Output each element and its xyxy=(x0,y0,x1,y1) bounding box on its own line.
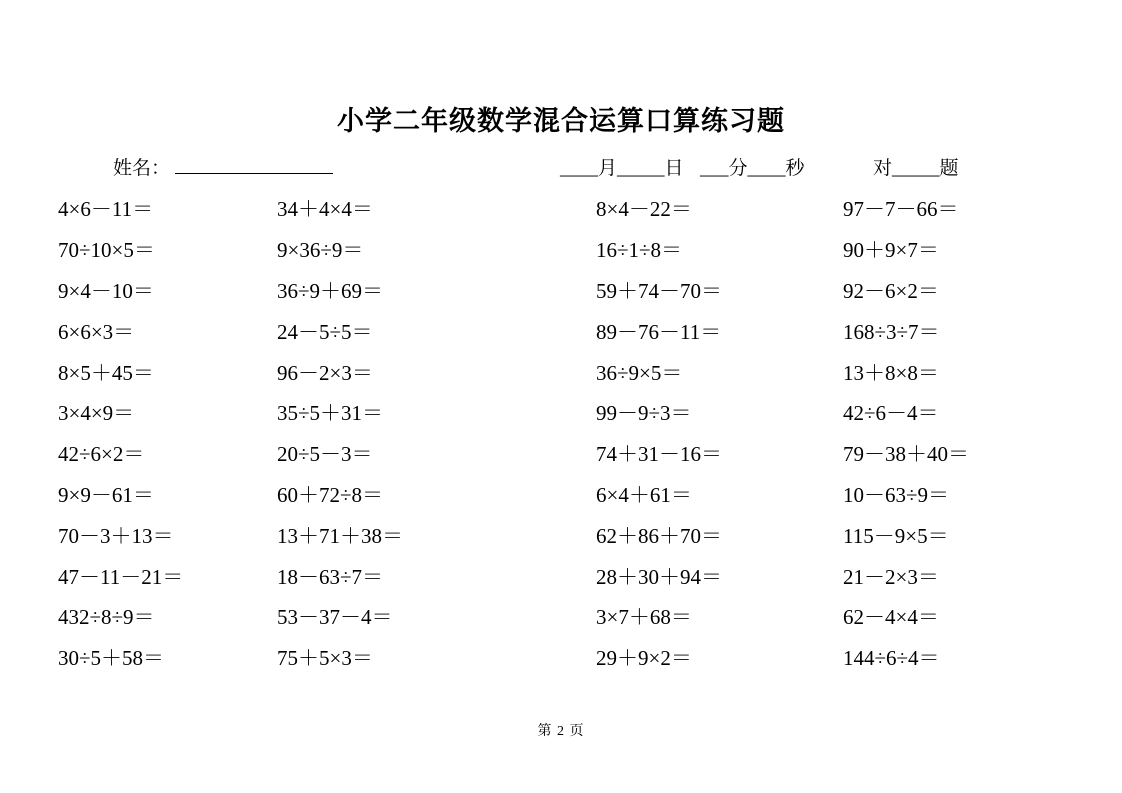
problem-cell: 36÷9×5＝ xyxy=(596,360,683,385)
problem-cell: 70÷10×5＝ xyxy=(58,238,155,263)
problem-cell: 47－11－21＝ xyxy=(58,564,184,589)
name-label: 姓名： xyxy=(113,158,171,179)
problem-cell: 36÷9＋69＝ xyxy=(277,278,384,303)
problem-cell: 144÷6÷4＝ xyxy=(843,646,940,671)
problem-cell: 35÷5＋31＝ xyxy=(277,401,384,426)
problem-cell: 3×4×9＝ xyxy=(58,401,135,426)
problem-cell: 62＋86＋70＝ xyxy=(596,523,722,548)
problem-cell: 21－2×3＝ xyxy=(843,564,939,589)
problem-cell: 90＋9×7＝ xyxy=(843,238,939,263)
problem-cell: 4×6－11＝ xyxy=(58,197,154,222)
problem-cell: 74＋31－16＝ xyxy=(596,442,722,467)
problem-cell: 42÷6－4＝ xyxy=(843,401,939,426)
problem-cell: 34＋4×4＝ xyxy=(277,197,373,222)
time-blank: ___分____秒 xyxy=(700,158,805,179)
page-number: 第 2 页 xyxy=(537,724,585,739)
problem-cell: 70－3＋13＝ xyxy=(58,523,174,548)
problem-cell: 97－7－66＝ xyxy=(843,197,959,222)
problem-cell: 9×4－10＝ xyxy=(58,278,154,303)
problem-cell: 115－9×5＝ xyxy=(843,523,949,548)
problem-cell: 6×4＋61＝ xyxy=(596,482,692,507)
problem-cell: 24－5÷5＝ xyxy=(277,319,373,344)
problem-cell: 13＋8×8＝ xyxy=(843,360,939,385)
problem-cell: 3×7＋68＝ xyxy=(596,605,692,630)
problem-cell: 6×6×3＝ xyxy=(58,319,135,344)
problem-cell: 30÷5＋58＝ xyxy=(58,646,165,671)
problem-cell: 10－63÷9＝ xyxy=(843,482,950,507)
problem-cell: 79－38＋40＝ xyxy=(843,442,969,467)
problem-cell: 432÷8÷9＝ xyxy=(58,605,155,630)
problem-cell: 8×4－22＝ xyxy=(596,197,692,222)
problem-cell: 16÷1÷8＝ xyxy=(596,238,683,263)
problem-column xyxy=(58,188,183,678)
problem-column xyxy=(843,188,969,678)
problem-cell: 9×9－61＝ xyxy=(58,482,154,507)
problem-cell: 75＋5×3＝ xyxy=(277,646,373,671)
problem-cell: 92－6×2＝ xyxy=(843,278,939,303)
problem-cell: 53－37－4＝ xyxy=(277,605,393,630)
name-field xyxy=(113,153,333,180)
date-blank: ____月_____日 xyxy=(560,158,684,179)
problem-cell: 20÷5－3＝ xyxy=(277,442,373,467)
header-line xyxy=(0,153,1122,183)
page-title: 小学二年级数学混合运算口算练习题 xyxy=(337,106,785,136)
problem-cell: 89－76－11＝ xyxy=(596,319,722,344)
score-blank: 对_____题 xyxy=(873,158,959,179)
problem-cell: 96－2×3＝ xyxy=(277,360,373,385)
problem-cell: 59＋74－70＝ xyxy=(596,278,722,303)
name-underline xyxy=(175,156,333,174)
problem-cell: 13＋71＋38＝ xyxy=(277,523,403,548)
problem-column xyxy=(596,188,722,678)
problem-cell: 29＋9×2＝ xyxy=(596,646,692,671)
problem-cell: 42÷6×2＝ xyxy=(58,442,145,467)
problem-cell: 99－9÷3＝ xyxy=(596,401,692,426)
problem-cell: 60＋72÷8＝ xyxy=(277,482,384,507)
problem-cell: 18－63÷7＝ xyxy=(277,564,384,589)
problem-cell: 62－4×4＝ xyxy=(843,605,939,630)
problem-column xyxy=(277,188,403,678)
problem-cell: 28＋30＋94＝ xyxy=(596,564,722,589)
problem-cell: 9×36÷9＝ xyxy=(277,238,364,263)
problem-cell: 8×5＋45＝ xyxy=(58,360,154,385)
problem-cell: 168÷3÷7＝ xyxy=(843,319,940,344)
